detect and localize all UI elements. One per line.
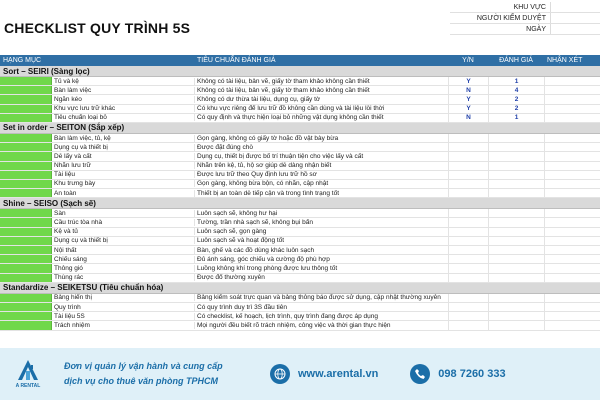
globe-icon [270,364,290,384]
meta-value-date[interactable] [550,24,600,34]
row-marker [0,105,52,113]
table-row [0,105,600,114]
row-yn-cell[interactable]: Y [448,105,488,113]
row-yn-cell[interactable] [448,134,488,142]
sheet-header [0,0,600,56]
row-yn-cell[interactable]: Y [448,77,488,85]
row-yn-cell[interactable] [448,303,488,311]
slogan-line-2: dịch vụ cho thuê văn phòng TPHCM [64,376,218,386]
table-row [0,209,600,218]
row-item: Bàn làm việc, tủ, kệ [54,134,111,142]
row-item: Bảng hiển thị [54,294,92,302]
table-row [0,237,600,246]
row-score-cell[interactable] [488,255,544,263]
table-row [0,162,600,171]
row-yn-cell[interactable] [448,189,488,197]
row-note-cell[interactable] [544,105,600,113]
row-marker [0,218,52,226]
meta-value-reviewer[interactable] [550,13,600,23]
row-standard: Gọn gàng, không bừa bộn, có nhãn, cập nhật [194,180,448,187]
row-marker [0,294,52,302]
row-marker [0,134,52,142]
row-score-cell[interactable] [488,264,544,272]
column-header-yn: Y/N [462,57,474,64]
row-item: Chiếu sáng [54,255,87,263]
row-marker [0,189,52,197]
row-marker [0,143,52,151]
row-standard: Đủ ánh sáng, góc chiếu và cường độ phù hợp [194,256,448,263]
table-row [0,152,600,161]
row-standard: Tường, trần nhà sạch sẽ, không bụi bẩn [194,219,448,226]
row-standard: Không có dư thừa tài liệu, dụng cụ, giấy tờ [194,96,448,103]
table-row [0,77,600,86]
row-score-cell[interactable]: 1 [488,77,544,85]
row-item: Khu vực lưu trữ khác [54,105,116,113]
row-item: Tủ và kệ [54,77,79,85]
row-marker [0,255,52,263]
table-row [0,114,600,123]
row-marker [0,152,52,160]
row-marker [0,312,52,320]
row-item: Dễ lấy và cất [54,152,92,160]
row-marker [0,77,52,85]
checklist-table [0,55,600,331]
footer-slogan [64,359,244,389]
row-note-cell[interactable] [544,189,600,197]
row-yn-cell[interactable] [448,218,488,226]
column-header-note: NHẬN XÉT [547,57,583,64]
table-row [0,228,600,237]
table-row [0,180,600,189]
meta-label-date: NGÀY [526,25,546,33]
row-score-cell[interactable] [488,209,544,217]
row-score-cell[interactable] [488,246,544,254]
row-marker [0,95,52,103]
row-score-cell[interactable] [488,228,544,236]
row-note-cell[interactable] [544,218,600,226]
table-row [0,189,600,198]
row-note-cell[interactable] [544,237,600,245]
row-yn-cell[interactable] [448,294,488,302]
row-standard: Thiết bị an toàn dễ tiếp cận và trong tình trạng tốt [194,190,448,197]
row-item: Thông gió [54,264,83,272]
row-standard: Luôn sạch sẽ, gọn gàng [194,228,448,235]
row-standard: Bàn, ghế và các đồ dùng khác luôn sạch [194,247,448,254]
row-note-cell[interactable] [544,114,600,122]
column-header-standard: TIÊU CHUẨN ĐÁNH GIÁ [197,57,276,64]
row-yn-cell[interactable] [448,171,488,179]
row-marker [0,86,52,94]
meta-label-area: KHU VỰC [513,3,546,11]
row-score-cell[interactable] [488,134,544,142]
row-standard: Có checklist, kế hoạch, lịch trình, quy trình đang được áp dụng [194,313,448,320]
row-marker [0,237,52,245]
row-standard: Mọi người đều biết rõ trách nhiệm, công việc và thời gian thực hiện [194,322,448,329]
section-header: Sort – SEIRI (Sàng lọc) [0,66,600,77]
row-yn-cell[interactable]: N [448,114,488,122]
row-score-cell[interactable] [488,274,544,282]
row-standard: Luôn sạch sẽ và hoạt động tốt [194,237,448,244]
row-yn-cell[interactable] [448,162,488,170]
row-marker [0,209,52,217]
row-item: Sàn [54,209,66,217]
meta-value-area[interactable] [550,2,600,12]
row-score-cell[interactable] [488,143,544,151]
meta-row-area [450,2,600,13]
row-score-cell[interactable] [488,303,544,311]
row-item: An toàn [54,189,77,197]
row-yn-cell[interactable] [448,312,488,320]
row-score-cell[interactable]: 1 [488,114,544,122]
row-note-cell[interactable] [544,152,600,160]
row-yn-cell[interactable] [448,255,488,263]
row-standard: Được lưu trữ theo Quy định lưu trữ hồ sơ [194,171,448,178]
table-row [0,171,600,180]
row-yn-cell[interactable]: Y [448,95,488,103]
row-yn-cell[interactable] [448,152,488,160]
row-item: Tiêu chuẩn loại bỏ [54,114,107,122]
row-standard: Luồng không khí trong phòng được lưu thông tốt [194,265,448,272]
row-note-cell[interactable] [544,312,600,320]
row-note-cell[interactable] [544,228,600,236]
row-note-cell[interactable] [544,255,600,263]
table-body [0,66,600,331]
row-note-cell[interactable] [544,95,600,103]
table-row [0,294,600,303]
row-note-cell[interactable] [544,86,600,94]
table-row [0,134,600,143]
row-note-cell[interactable] [544,171,600,179]
row-score-cell[interactable]: 2 [488,105,544,113]
table-row [0,274,600,283]
row-standard: Gọn gàng, không có giấy tờ hoặc đồ vật bày bừa [194,135,448,142]
website-link[interactable]: www.arental.vn [298,368,379,380]
row-standard: Không có tài liệu, bản vẽ, giấy tờ tham khảo không cần thiết [194,78,448,85]
row-yn-cell[interactable] [448,228,488,236]
footer-banner [0,348,600,400]
row-item: Nhãn lưu trữ [54,162,91,170]
section-header: Standardize – SEIKETSU (Tiêu chuẩn hóa) [0,283,600,294]
row-item: Trách nhiệm [54,321,90,329]
meta-row-reviewer [450,13,600,24]
row-item: Quy trình [54,303,81,311]
table-row [0,312,600,321]
phone-icon [410,364,430,384]
row-yn-cell[interactable] [448,143,488,151]
brand-logo [6,352,50,396]
row-item: Thùng rác [54,274,84,282]
phone-number[interactable]: 098 7260 333 [438,368,506,380]
logo-text: A RENTAL [15,383,41,389]
slogan-line-1: Đơn vị quản lý vận hành và cung cấp [64,361,223,371]
row-standard: Có quy trình duy trì 3S đầu tiên [194,304,448,311]
section-header: Set in order – SEITON (Sắp xếp) [0,123,600,134]
row-yn-cell[interactable] [448,209,488,217]
row-item: Cầu trúc tòa nhà [54,219,103,227]
row-score-cell[interactable] [488,294,544,302]
row-note-cell[interactable] [544,303,600,311]
row-score-cell[interactable] [488,312,544,320]
row-yn-cell[interactable] [448,321,488,329]
row-standard: Dụng cụ, thiết bị được bố trí thuận tiện cho việc lấy và cất [194,153,448,160]
row-note-cell[interactable] [544,264,600,272]
row-score-cell[interactable] [488,237,544,245]
table-row [0,95,600,104]
row-marker [0,246,52,254]
row-note-cell[interactable] [544,209,600,217]
meta-fields [450,2,600,35]
row-yn-cell[interactable] [448,237,488,245]
row-item: Tài liệu 5S [54,312,85,320]
row-note-cell[interactable] [544,143,600,151]
row-marker [0,228,52,236]
row-score-cell[interactable] [488,321,544,329]
table-row [0,303,600,312]
phone-contact[interactable] [410,364,505,384]
table-header [0,55,600,66]
row-marker [0,321,52,329]
row-note-cell[interactable] [544,134,600,142]
row-score-cell[interactable]: 2 [488,95,544,103]
meta-label-reviewer: NGƯỜI KIỂM DUYỆT [476,14,546,22]
row-score-cell[interactable] [488,180,544,188]
row-item: Bàn làm việc [54,86,92,94]
row-note-cell[interactable] [544,162,600,170]
row-standard: Luôn sạch sẽ, không hư hại [194,210,448,217]
row-score-cell[interactable] [488,189,544,197]
row-item: Ngăn kéo [54,95,82,103]
row-yn-cell[interactable] [448,246,488,254]
row-score-cell[interactable]: 4 [488,86,544,94]
row-marker [0,180,52,188]
row-note-cell[interactable] [544,321,600,329]
row-yn-cell[interactable] [448,180,488,188]
row-note-cell[interactable] [544,274,600,282]
row-item: Khu trưng bày [54,180,96,188]
row-item: Kệ và tủ [54,228,78,236]
page-title: CHECKLIST QUY TRÌNH 5S [4,20,191,36]
row-score-cell[interactable] [488,162,544,170]
section-header: Shine – SEISO (Sạch sẽ) [0,198,600,209]
table-row [0,218,600,227]
table-row [0,86,600,95]
row-score-cell[interactable] [488,218,544,226]
website-contact[interactable] [270,364,378,384]
table-row [0,264,600,273]
building-logo-icon [17,359,39,381]
row-standard: Được đổ thường xuyên [194,274,448,281]
column-header-score: ĐÁNH GIÁ [499,57,533,64]
row-standard: Bảng kiểm soát trực quan và bảng thông báo được sử dụng, cập nhật thường xuyên [194,294,448,301]
row-item: Dụng cụ và thiết bị [54,237,108,245]
column-header-item: HẠNG MỤC [3,57,42,64]
row-score-cell[interactable] [488,171,544,179]
table-row [0,143,600,152]
row-marker [0,303,52,311]
row-marker [0,162,52,170]
row-standard: Nhãn trên kệ, tủ, hộ sơ giúp dễ dàng nhận biết [194,162,448,169]
table-row [0,246,600,255]
row-note-cell[interactable] [544,77,600,85]
table-row [0,321,600,330]
row-standard: Có quy định và thực hiện loại bỏ những vật dụng không cần thiết [194,114,448,121]
row-yn-cell[interactable]: N [448,86,488,94]
row-item: Dụng cụ và thiết bị [54,143,108,151]
row-item: Nội thất [54,246,77,254]
row-marker [0,264,52,272]
row-score-cell[interactable] [488,152,544,160]
row-marker [0,171,52,179]
row-standard: Có khu vực riêng để lưu trữ đồ không cần dùng và tài liệu lỗi thời [194,105,448,112]
row-marker [0,274,52,282]
row-item: Tài liệu [54,171,75,179]
table-row [0,255,600,264]
row-yn-cell[interactable] [448,264,488,272]
row-standard: Không có tài liệu, bản vẽ, giấy tờ tham khảo không cần thiết [194,87,448,94]
row-note-cell[interactable] [544,294,600,302]
row-note-cell[interactable] [544,246,600,254]
row-standard: Được đặt đúng chỗ [194,144,448,151]
row-note-cell[interactable] [544,180,600,188]
row-marker [0,114,52,122]
meta-row-date [450,24,600,35]
row-yn-cell[interactable] [448,274,488,282]
